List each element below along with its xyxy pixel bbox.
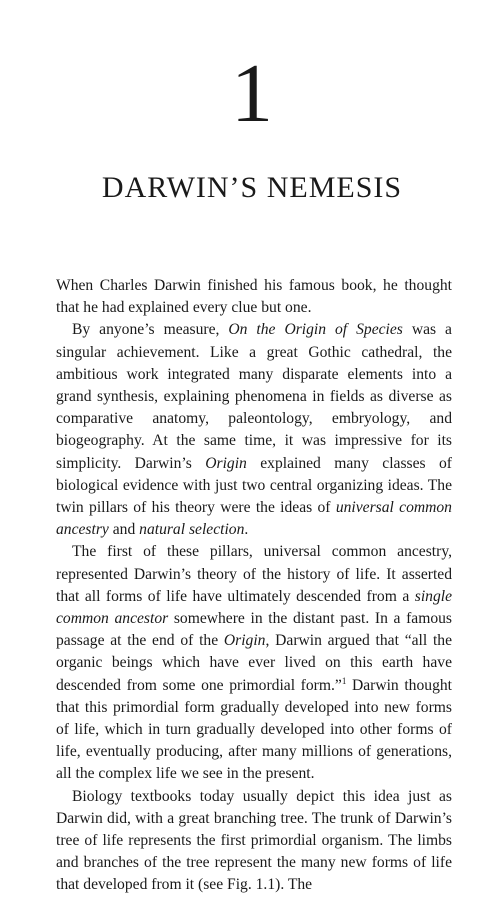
text-segment: By anyone’s measure,: [72, 321, 229, 339]
text-segment: universal common ancestry: [56, 499, 452, 539]
text-segment: , Darwin argued that “all the organic beings which have ever lived on this earth have descended from some one primordial form.”: [56, 632, 453, 694]
text-segment: was a singular achievement. Like a great Gothic cathedral, the ambitious work integrated many disparate elements into a grand synthesis, explaining phenomena in fields as diverse as comparative anatomy, paleontology, embryology, and biogeography. At the same time, it was impressive for its simplicity. Darwin’s: [56, 321, 452, 472]
paragraph-2: [56, 319, 452, 541]
text-segment: Origin: [205, 454, 247, 472]
paragraph-1: [56, 275, 452, 319]
footnote-marker: 1: [341, 675, 347, 686]
text-segment: natural selection: [139, 521, 245, 539]
text-segment: The first of these pillars, universal common ancestry, represented Darwin’s theory of the history of life. It asserted that all forms of life have ultimately descended from a: [56, 543, 452, 605]
chapter-title: DARWIN’S NEMESIS: [101, 171, 403, 204]
text-segment: On the Origin of Species: [228, 321, 403, 339]
text-segment: and: [108, 521, 140, 539]
text-segment: When Charles Darwin finished his famous book, he thought that he had explained every clue but one.: [56, 277, 452, 317]
text-segment: somewhere in the distant past. In a famous passage at the end of the: [56, 610, 452, 650]
text-segment: .: [244, 521, 249, 539]
text-segment: explained many classes of biological evidence with just two central organizing ideas. The twin pillars of his theory were the ideas of: [56, 454, 452, 517]
text-segment: single common ancestor: [56, 587, 452, 628]
text-segment: Origin: [223, 632, 266, 650]
chapter-body: [56, 275, 452, 897]
text-segment: Darwin thought that this primordial form gradually developed into new forms of life, which in turn gradually developed into other forms of life, eventually producing, after many millions of generations, all the complex life we see in the present.: [56, 676, 452, 783]
paragraph-3: [56, 541, 452, 785]
chapter-number: 1: [231, 47, 273, 140]
paragraph-4: [56, 786, 452, 897]
text-segment: Biology textbooks today usually depict this idea just as Darwin did, with a great branching tree. The trunk of Darwin’s tree of life represents the first primordial organism. The limbs and branches of the tree represent the many new forms of life that developed from it (see Fig. 1.1). The: [56, 787, 452, 894]
